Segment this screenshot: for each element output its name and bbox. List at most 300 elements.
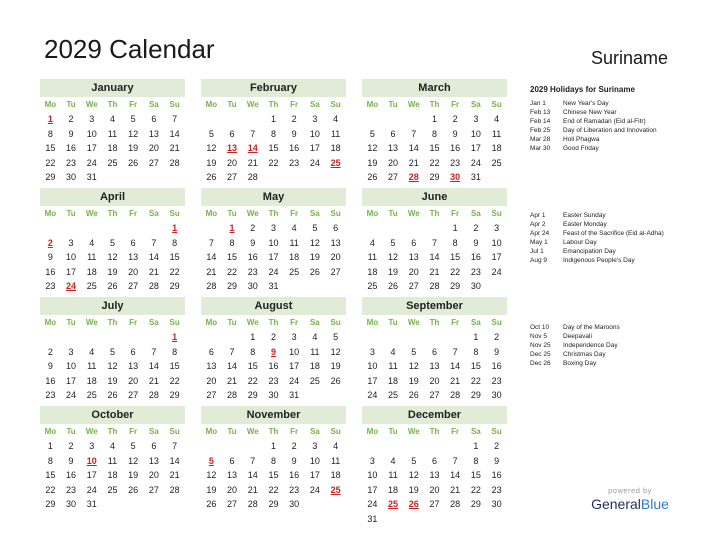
- day-cell: 3: [291, 332, 297, 343]
- day-cell: 13: [330, 237, 341, 248]
- day-cell: 12: [107, 252, 118, 263]
- day-cell: 16: [45, 375, 56, 386]
- day-cell: 4: [390, 346, 396, 357]
- holiday-list: [530, 85, 710, 367]
- day-cell: 4: [494, 114, 500, 125]
- day-cell: 19: [107, 375, 118, 386]
- day-cell: 3: [68, 237, 74, 248]
- holiday-group: [530, 99, 710, 153]
- empty-cell: [403, 439, 424, 454]
- weekday-label: Sa: [309, 100, 320, 109]
- empty-cell: [325, 388, 346, 403]
- day-cell: 5: [208, 128, 214, 139]
- weekday-label: Fr: [451, 318, 460, 327]
- holiday-name: Holi Phagwa: [563, 136, 600, 143]
- day-cell: 16: [268, 361, 279, 372]
- day-cell: 18: [309, 361, 320, 372]
- day-cell: 21: [247, 484, 258, 495]
- holiday-name: Labour Day: [563, 239, 597, 246]
- day-cell: 14: [408, 143, 419, 154]
- day-cell: 16: [45, 266, 56, 277]
- month-table: [362, 424, 507, 526]
- day-cell: 15: [247, 361, 258, 372]
- day-cell: 15: [450, 252, 461, 263]
- day-cell: 28: [429, 281, 440, 292]
- day-cell: 19: [128, 470, 139, 481]
- day-cell: 25: [367, 281, 378, 292]
- holiday-list-title: 2029 Holidays for Suriname: [530, 85, 635, 94]
- day-cell: 21: [408, 157, 419, 168]
- day-cell: 3: [494, 223, 500, 234]
- month-name: September: [362, 297, 507, 315]
- day-cell: 29: [45, 499, 56, 510]
- day-cell: 3: [473, 114, 479, 125]
- day-cell: 5: [369, 128, 375, 139]
- day-cell: 22: [45, 157, 56, 168]
- day-cell: 13: [429, 470, 440, 481]
- day-cell: 24: [86, 484, 97, 495]
- day-cell: 26: [107, 390, 118, 401]
- day-cell: 18: [107, 143, 118, 154]
- holiday-name: Easter Monday: [563, 221, 607, 228]
- day-cell: 27: [148, 157, 159, 168]
- day-cell: 25: [309, 375, 320, 386]
- day-cell: 17: [289, 361, 300, 372]
- day-cell: 11: [388, 361, 398, 372]
- day-cell: 8: [172, 237, 178, 248]
- month-name: February: [201, 79, 346, 97]
- day-cell: 14: [169, 128, 180, 139]
- weekday-label: We: [85, 427, 98, 436]
- day-cell: 15: [268, 143, 279, 154]
- month-name: May: [201, 188, 346, 206]
- day-cell: 22: [268, 157, 279, 168]
- day-cell: 27: [388, 172, 399, 183]
- weekday-label: Tu: [66, 427, 76, 436]
- day-cell: 30: [289, 499, 300, 510]
- day-cell: 27: [429, 390, 440, 401]
- holiday-day-cell: 9: [270, 346, 276, 357]
- day-cell: 31: [470, 172, 481, 183]
- day-cell: 12: [367, 143, 378, 154]
- holiday-item: [530, 99, 710, 108]
- month-march: [362, 79, 507, 185]
- day-cell: 29: [169, 390, 180, 401]
- powered-by-text: powered by: [608, 486, 652, 495]
- day-cell: 7: [151, 346, 157, 357]
- day-cell: 17: [309, 470, 320, 481]
- day-cell: 9: [47, 252, 53, 263]
- weekday-label: Th: [268, 427, 279, 436]
- day-cell: 19: [388, 266, 399, 277]
- weekday-label: Fr: [451, 427, 460, 436]
- day-cell: 2: [270, 332, 276, 343]
- day-cell: 5: [390, 237, 396, 248]
- weekday-label: Th: [107, 427, 118, 436]
- day-cell: 20: [330, 252, 341, 263]
- month-table: [201, 424, 346, 512]
- empty-cell: [242, 439, 263, 454]
- day-cell: 29: [429, 172, 440, 183]
- day-cell: 3: [369, 346, 375, 357]
- day-cell: 17: [86, 143, 97, 154]
- weekday-label: Tu: [227, 209, 237, 218]
- day-cell: 18: [388, 484, 399, 495]
- day-cell: 25: [289, 266, 300, 277]
- empty-cell: [305, 388, 326, 403]
- empty-cell: [305, 279, 326, 294]
- day-cell: 30: [491, 390, 502, 401]
- weekday-label: Tu: [227, 318, 237, 327]
- day-cell: 13: [128, 252, 139, 263]
- day-cell: 8: [172, 346, 178, 357]
- day-cell: 19: [206, 484, 217, 495]
- month-table: [40, 424, 185, 512]
- holiday-name: Indigenous People's Day: [563, 257, 635, 264]
- day-cell: 6: [151, 114, 157, 125]
- month-table: [201, 315, 346, 403]
- day-cell: 2: [68, 114, 74, 125]
- day-cell: 5: [109, 237, 115, 248]
- weekday-label: We: [246, 100, 259, 109]
- day-cell: 9: [68, 128, 74, 139]
- day-cell: 28: [169, 484, 180, 495]
- empty-cell: [81, 330, 102, 345]
- day-cell: 17: [66, 375, 77, 386]
- day-cell: 9: [291, 455, 297, 466]
- day-cell: 27: [148, 484, 159, 495]
- day-cell: 31: [289, 390, 300, 401]
- empty-cell: [486, 170, 507, 185]
- holiday-date: Dec 25: [530, 351, 551, 358]
- day-cell: 15: [470, 470, 481, 481]
- month-name: November: [201, 406, 346, 424]
- day-cell: 21: [206, 266, 217, 277]
- day-cell: 10: [367, 470, 378, 481]
- day-cell: 30: [491, 499, 502, 510]
- day-cell: 24: [309, 157, 320, 168]
- day-cell: 27: [429, 499, 440, 510]
- day-cell: 16: [470, 252, 481, 263]
- holiday-item: [530, 135, 710, 144]
- day-cell: 2: [47, 346, 53, 357]
- day-cell: 12: [128, 128, 139, 139]
- month-april: [40, 188, 185, 308]
- day-cell: 9: [473, 237, 479, 248]
- holiday-name: Day of Liberation and Innovation: [563, 127, 657, 134]
- day-cell: 3: [89, 441, 95, 452]
- day-cell: 4: [89, 346, 95, 357]
- weekday-label: Tu: [388, 209, 398, 218]
- day-cell: 5: [333, 332, 339, 343]
- month-name: December: [362, 406, 507, 424]
- day-cell: 2: [291, 441, 297, 452]
- holiday-name: End of Ramadan (Eid al-Fitr): [563, 118, 646, 125]
- month-name: April: [40, 188, 185, 206]
- day-cell: 9: [68, 455, 74, 466]
- day-cell: 14: [429, 252, 440, 263]
- weekday-label: Mo: [366, 100, 379, 109]
- weekday-label: Mo: [205, 209, 218, 218]
- day-cell: 15: [45, 470, 56, 481]
- empty-cell: [201, 221, 222, 236]
- holiday-date: Apr 1: [530, 212, 546, 219]
- holiday-name: Day of the Maroons: [563, 324, 620, 331]
- day-cell: 30: [247, 281, 258, 292]
- day-cell: 20: [429, 484, 440, 495]
- calendar-grid: [40, 79, 520, 524]
- empty-cell: [201, 112, 222, 127]
- empty-cell: [403, 512, 424, 527]
- month-table: [40, 97, 185, 185]
- day-cell: 29: [247, 390, 258, 401]
- holiday-day-cell: 10: [86, 455, 97, 466]
- day-cell: 19: [206, 157, 217, 168]
- day-cell: 11: [87, 361, 97, 372]
- day-cell: 8: [250, 346, 256, 357]
- empty-cell: [424, 439, 445, 454]
- day-cell: 18: [86, 266, 97, 277]
- day-cell: 8: [47, 128, 53, 139]
- day-cell: 29: [45, 172, 56, 183]
- day-cell: 18: [491, 143, 502, 154]
- holiday-item: [530, 108, 710, 117]
- day-cell: 11: [107, 455, 118, 466]
- empty-cell: [383, 439, 404, 454]
- page-title: 2029 Calendar: [44, 34, 215, 64]
- empty-cell: [102, 330, 123, 345]
- day-cell: 13: [408, 252, 419, 263]
- day-cell: 28: [450, 390, 461, 401]
- day-cell: 3: [68, 346, 74, 357]
- day-cell: 13: [148, 455, 159, 466]
- day-cell: 23: [450, 157, 461, 168]
- holiday-day-cell: 1: [229, 223, 235, 234]
- day-cell: 25: [388, 390, 399, 401]
- day-cell: 26: [388, 281, 399, 292]
- day-cell: 11: [388, 470, 398, 481]
- day-cell: 8: [270, 128, 276, 139]
- empty-cell: [403, 112, 424, 127]
- weekday-label: We: [85, 100, 98, 109]
- holiday-day-cell: 28: [408, 172, 419, 183]
- holiday-name: Christmas Day: [563, 351, 606, 358]
- day-cell: 15: [227, 252, 238, 263]
- day-cell: 22: [470, 375, 481, 386]
- day-cell: 23: [491, 484, 502, 495]
- day-cell: 2: [68, 441, 74, 452]
- day-cell: 28: [227, 390, 238, 401]
- day-cell: 25: [107, 157, 118, 168]
- empty-cell: [424, 221, 445, 236]
- holiday-item: [530, 359, 710, 368]
- holiday-item: [530, 350, 710, 359]
- holiday-item: [530, 247, 710, 256]
- weekday-label: Tu: [388, 100, 398, 109]
- month-name: July: [40, 297, 185, 315]
- holiday-day-cell: 25: [330, 157, 341, 168]
- day-cell: 15: [429, 143, 440, 154]
- day-cell: 24: [289, 375, 300, 386]
- holiday-name: Feast of the Sacrifice (Eid al-Adha): [563, 230, 664, 237]
- weekday-label: Fr: [290, 209, 299, 218]
- day-cell: 6: [229, 455, 235, 466]
- weekday-label: Mo: [44, 318, 57, 327]
- day-cell: 16: [247, 252, 258, 263]
- empty-cell: [284, 170, 305, 185]
- weekday-label: Th: [268, 318, 279, 327]
- holiday-date: May 1: [530, 239, 548, 246]
- day-cell: 25: [86, 281, 97, 292]
- day-cell: 3: [89, 114, 95, 125]
- weekday-label: Su: [491, 209, 502, 218]
- weekday-label: Tu: [66, 100, 76, 109]
- day-cell: 19: [408, 375, 419, 386]
- weekday-label: Mo: [205, 318, 218, 327]
- day-cell: 26: [408, 390, 419, 401]
- day-cell: 1: [270, 114, 276, 125]
- day-cell: 11: [330, 128, 341, 139]
- empty-cell: [61, 221, 82, 236]
- day-cell: 8: [473, 455, 479, 466]
- day-cell: 13: [227, 470, 238, 481]
- holiday-group: [530, 323, 710, 368]
- weekday-label: Mo: [366, 427, 379, 436]
- month-name: January: [40, 79, 185, 97]
- month-december: [362, 406, 507, 526]
- day-cell: 14: [148, 252, 159, 263]
- weekday-label: We: [246, 318, 259, 327]
- day-cell: 26: [128, 157, 139, 168]
- weekday-label: Tu: [227, 427, 237, 436]
- day-cell: 24: [367, 390, 378, 401]
- brand-logo: [588, 486, 672, 512]
- empty-cell: [144, 170, 165, 185]
- weekday-label: Su: [330, 100, 341, 109]
- holiday-day-cell: 1: [172, 332, 178, 343]
- month-february: [201, 79, 346, 185]
- day-cell: 1: [47, 441, 53, 452]
- weekday-label: Sa: [309, 427, 320, 436]
- empty-cell: [222, 330, 243, 345]
- holiday-name: Deepavali: [563, 333, 592, 340]
- day-cell: 1: [473, 332, 479, 343]
- day-cell: 4: [312, 332, 318, 343]
- month-august: [201, 297, 346, 403]
- weekday-label: Tu: [66, 209, 76, 218]
- day-cell: 22: [227, 266, 238, 277]
- day-cell: 6: [431, 346, 437, 357]
- day-cell: 7: [172, 441, 178, 452]
- day-cell: 24: [367, 499, 378, 510]
- day-cell: 18: [330, 470, 341, 481]
- weekday-label: Fr: [129, 318, 138, 327]
- day-cell: 25: [107, 484, 118, 495]
- day-cell: 3: [312, 441, 318, 452]
- day-cell: 4: [109, 114, 115, 125]
- month-table: [201, 97, 346, 185]
- day-cell: 1: [250, 332, 256, 343]
- day-cell: 22: [247, 375, 258, 386]
- weekday-label: Fr: [290, 427, 299, 436]
- month-table: [40, 206, 185, 308]
- day-cell: 21: [169, 470, 180, 481]
- empty-cell: [81, 221, 102, 236]
- empty-cell: [40, 330, 61, 345]
- weekday-label: Sa: [148, 100, 159, 109]
- day-cell: 27: [128, 390, 139, 401]
- day-cell: 12: [128, 455, 139, 466]
- day-cell: 14: [148, 361, 159, 372]
- weekday-label: Sa: [148, 318, 159, 327]
- day-cell: 7: [208, 237, 214, 248]
- holiday-name: Chinese New Year: [563, 109, 617, 116]
- day-cell: 7: [250, 128, 256, 139]
- weekday-label: Tu: [388, 427, 398, 436]
- weekday-label: Sa: [309, 209, 320, 218]
- holiday-day-cell: 26: [408, 499, 419, 510]
- empty-cell: [325, 279, 346, 294]
- day-cell: 14: [169, 455, 180, 466]
- holiday-name: Easter Sunday: [563, 212, 606, 219]
- day-cell: 22: [45, 484, 56, 495]
- day-cell: 18: [367, 266, 378, 277]
- empty-cell: [201, 439, 222, 454]
- day-cell: 6: [151, 441, 157, 452]
- day-cell: 22: [450, 266, 461, 277]
- empty-cell: [61, 330, 82, 345]
- day-cell: 1: [431, 114, 437, 125]
- day-cell: 5: [130, 441, 136, 452]
- day-cell: 15: [169, 361, 180, 372]
- weekday-label: Sa: [309, 318, 320, 327]
- empty-cell: [325, 170, 346, 185]
- day-cell: 12: [206, 143, 217, 154]
- day-cell: 15: [169, 252, 180, 263]
- weekday-label: Fr: [129, 100, 138, 109]
- day-cell: 2: [494, 332, 500, 343]
- day-cell: 3: [369, 455, 375, 466]
- day-cell: 25: [86, 390, 97, 401]
- day-cell: 22: [470, 484, 481, 495]
- empty-cell: [305, 170, 326, 185]
- empty-cell: [102, 497, 123, 512]
- day-cell: 11: [289, 237, 299, 248]
- empty-cell: [123, 497, 144, 512]
- day-cell: 18: [289, 252, 300, 263]
- day-cell: 14: [450, 470, 461, 481]
- weekday-label: Su: [491, 427, 502, 436]
- day-cell: 23: [289, 157, 300, 168]
- day-cell: 9: [494, 455, 500, 466]
- day-cell: 10: [66, 361, 77, 372]
- day-cell: 20: [227, 484, 238, 495]
- day-cell: 22: [268, 484, 279, 495]
- holiday-date: Nov 5: [530, 333, 547, 340]
- day-cell: 6: [411, 237, 417, 248]
- day-cell: 15: [470, 361, 481, 372]
- day-cell: 20: [429, 375, 440, 386]
- day-cell: 9: [250, 237, 256, 248]
- day-cell: 5: [130, 114, 136, 125]
- empty-cell: [403, 221, 424, 236]
- empty-cell: [263, 170, 284, 185]
- holiday-item: [530, 323, 710, 332]
- weekday-label: Mo: [366, 209, 379, 218]
- day-cell: 27: [408, 281, 419, 292]
- holiday-date: Jul 1: [530, 248, 544, 255]
- day-cell: 4: [333, 441, 339, 452]
